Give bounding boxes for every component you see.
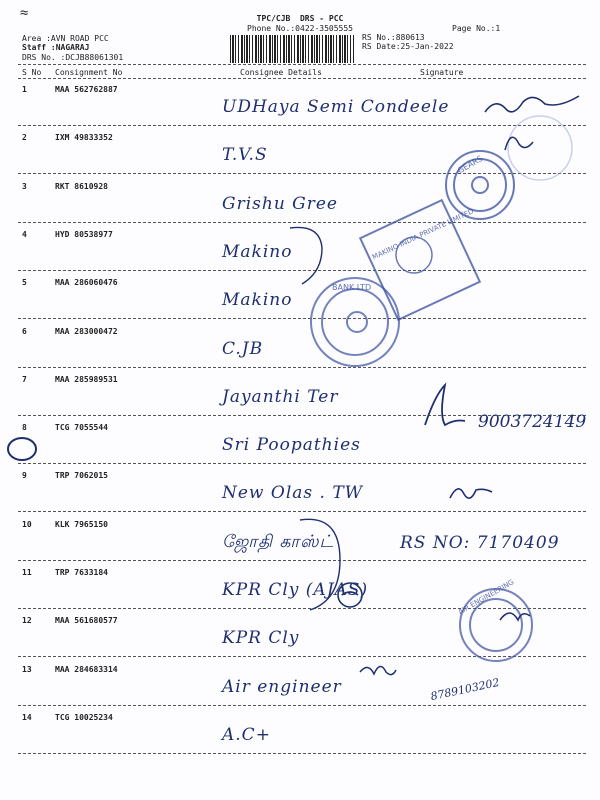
row-consignment: MAA 286060476 xyxy=(55,278,118,288)
corner-mark-icon: ≈ xyxy=(20,5,29,21)
column-signature: Signature xyxy=(420,68,464,77)
row-consignment: MAA 283000472 xyxy=(55,326,118,336)
signature-10-icon xyxy=(450,489,492,498)
signature-2-icon xyxy=(505,137,533,150)
row-consignee: KPR Cly xyxy=(222,628,300,649)
bracket-mark xyxy=(300,519,340,610)
row-consignment: MAA 284683314 xyxy=(55,664,118,674)
row-consignment: KLK 7965150 xyxy=(55,519,108,529)
row-consignee: Sri Poopathies xyxy=(222,435,361,456)
page-number: Page No.:1 xyxy=(452,24,501,33)
row-sno: 14 xyxy=(22,712,32,722)
rs-number: RS No.:880613 xyxy=(362,33,425,42)
row-sno: 8 xyxy=(22,423,27,433)
rs-note: RS NO: 7170409 xyxy=(400,533,560,553)
row-consignee: Air engineer xyxy=(222,676,342,697)
row-consignment: MAA 561680577 xyxy=(55,616,118,626)
row-consignee: T.V.S xyxy=(222,145,268,166)
signature-1-icon xyxy=(485,96,579,112)
area-label: Area :AVN ROAD PCC xyxy=(22,34,109,43)
row-sno: 11 xyxy=(22,568,32,577)
row-consignment: TRP 7633184 xyxy=(55,568,108,577)
row-sno: 6 xyxy=(22,326,27,336)
bracket-mark-4 xyxy=(290,227,322,284)
rs-date: RS Date:25-Jan-2022 xyxy=(362,42,454,51)
staff-label: Staff :NAGARAJ xyxy=(22,43,90,52)
row-sno: 9 xyxy=(22,471,27,481)
row-consignee: ஜோதி காஸ்ட் xyxy=(222,531,335,552)
svg-text:BANK LTD: BANK LTD xyxy=(332,283,372,292)
row-consignment: MAA 285989531 xyxy=(55,374,118,384)
row-consignee: C.JB xyxy=(222,338,264,359)
row-sno: 4 xyxy=(22,229,27,239)
row-consignee: Makino xyxy=(222,241,293,262)
header-title: TPC/CJB DRS - PCC xyxy=(256,14,344,23)
row-sno: 5 xyxy=(22,278,27,288)
signature-8-icon xyxy=(425,385,465,425)
svg-text:MAKINO INDIA PRIVATE LIMITED: MAKINO INDIA PRIVATE LIMITED xyxy=(370,207,475,262)
row-consignment: HYD 80538977 xyxy=(55,229,113,239)
signature-14-icon xyxy=(360,666,396,674)
row-sno: 2 xyxy=(22,133,27,143)
signature-13-icon xyxy=(500,613,530,620)
row-consignee: Makino xyxy=(222,290,293,311)
row-sno: 12 xyxy=(22,616,32,626)
svg-text:AIR ENGINEERING: AIR ENGINEERING xyxy=(456,578,516,617)
row-consignment: TCG 10025234 xyxy=(55,712,113,722)
row-consignee: KPR Cly (AJAS) xyxy=(222,580,369,600)
row-consignee: Jayanthi Ter xyxy=(222,386,339,407)
row-consignee: A.C+ xyxy=(222,724,271,745)
row-consignment: IXM 49833352 xyxy=(55,133,113,143)
faint-stamp-icon xyxy=(508,116,572,180)
svg-text:GEARS: GEARS xyxy=(456,153,485,176)
row-sno: 10 xyxy=(22,519,32,529)
row-consignment: MAA 562762887 xyxy=(55,85,118,94)
row-consignment: RKT 8610928 xyxy=(55,181,108,191)
column-consignee: Consignee Details xyxy=(240,68,322,77)
bottom-note: 8789103202 xyxy=(429,675,501,704)
phone-note: 9003724149 xyxy=(478,412,587,432)
row-consignee: UDHaya Semi Condeele xyxy=(222,97,450,117)
drs-number: DRS No. :DCJB88061301 xyxy=(22,53,124,62)
row-consignment: TCG 7055544 xyxy=(55,423,108,433)
row-consignee: New Olas . TW xyxy=(222,483,364,504)
air-stamp-icon xyxy=(460,589,532,661)
row-sno: 1 xyxy=(22,85,27,94)
signature-12-icon xyxy=(338,583,362,607)
row-sno: 3 xyxy=(22,181,27,191)
row9-circle-mark xyxy=(8,438,36,460)
header-phone: Phone No.:0422-3505555 xyxy=(247,24,353,33)
row-sno: 13 xyxy=(22,664,32,674)
row-sno: 7 xyxy=(22,374,27,384)
row-consignee: Grishu Gree xyxy=(222,193,338,214)
column-consignment: Consignment No xyxy=(55,68,123,77)
column-sno: S No xyxy=(22,68,42,77)
row-consignment: TRP 7062015 xyxy=(55,471,108,481)
